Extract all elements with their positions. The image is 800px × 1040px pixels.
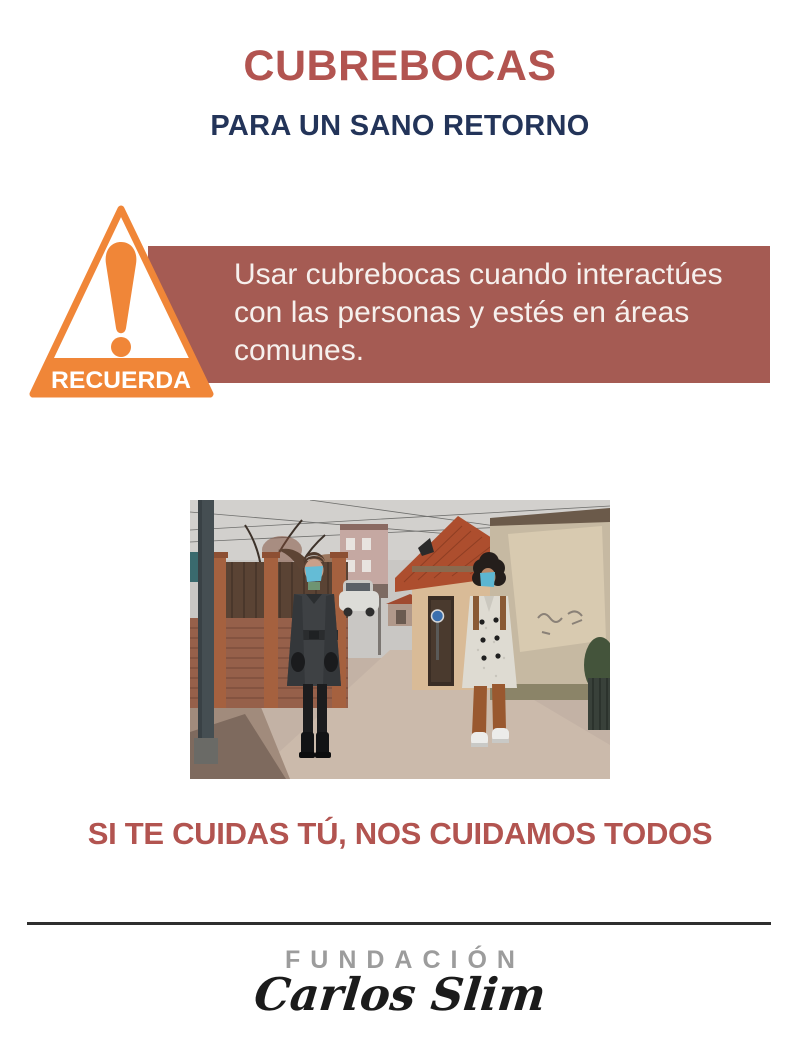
- warning-triangle-icon: [26, 200, 218, 402]
- slogan: SI TE CUIDAS TÚ, NOS CUIDAMOS TODOS: [87, 816, 713, 851]
- street-photo: [190, 500, 610, 779]
- left-woman-mask: [305, 566, 323, 582]
- reminder-text-line: con las personas y estés en áreas: [234, 296, 690, 329]
- reminder-text-line: Usar cubrebocas cuando interactúes: [234, 258, 723, 291]
- page-subtitle: PARA UN SANO RETORNO: [210, 110, 590, 142]
- reminder-banner: [148, 246, 770, 383]
- backpack-strap: [473, 596, 479, 630]
- footer-divider: [27, 922, 771, 925]
- foundation-wordmark: FUNDACIÓN: [285, 946, 525, 974]
- recuerda-label: RECUERDA: [51, 367, 191, 394]
- reminder-text-line: comunes.: [234, 334, 365, 367]
- right-woman-mask: [480, 572, 495, 587]
- carlos-slim-signature: Carlos Slim: [251, 968, 549, 1021]
- page-title: CUBREBOCAS: [243, 42, 557, 90]
- backpack-strap: [500, 596, 506, 630]
- exclamation-dot: [111, 337, 131, 357]
